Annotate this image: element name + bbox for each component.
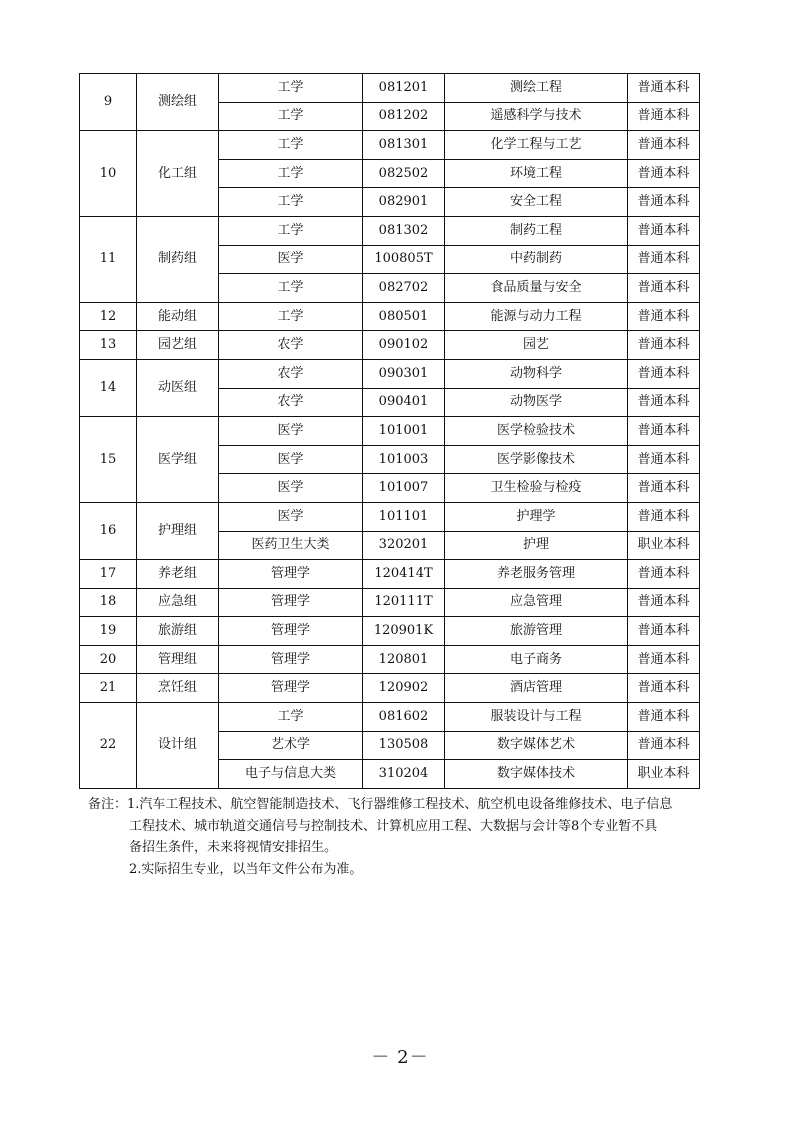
level-cell: 普通本科: [628, 617, 700, 646]
group-name-cell: 护理组: [137, 502, 219, 559]
level-cell: 普通本科: [628, 188, 700, 217]
group-number-cell: 13: [80, 331, 137, 360]
code-cell: 101101: [363, 502, 445, 531]
code-cell: 120801: [363, 645, 445, 674]
code-cell: 081302: [363, 216, 445, 245]
table-row: [80, 74, 700, 103]
code-cell: 080501: [363, 302, 445, 331]
category-cell: 工学: [219, 216, 363, 245]
code-cell: 101003: [363, 445, 445, 474]
code-cell: 081202: [363, 102, 445, 131]
level-cell: 普通本科: [628, 274, 700, 303]
level-cell: 普通本科: [628, 560, 700, 589]
table-row: [80, 216, 700, 245]
level-cell: 普通本科: [628, 331, 700, 360]
table-row: [80, 645, 700, 674]
table-row: [80, 502, 700, 531]
category-cell: 管理学: [219, 560, 363, 589]
level-cell: 普通本科: [628, 102, 700, 131]
table-row: [80, 417, 700, 446]
code-cell: 081602: [363, 703, 445, 732]
level-cell: 职业本科: [628, 760, 700, 789]
code-cell: 090401: [363, 388, 445, 417]
level-cell: 普通本科: [628, 731, 700, 760]
group-number-cell: 9: [80, 74, 137, 131]
code-cell: 101007: [363, 474, 445, 503]
level-cell: 普通本科: [628, 474, 700, 503]
major-cell: 化学工程与工艺: [445, 131, 628, 160]
code-cell: 100805T: [363, 245, 445, 274]
group-number-cell: 10: [80, 131, 137, 217]
group-number-cell: 12: [80, 302, 137, 331]
level-cell: 普通本科: [628, 445, 700, 474]
category-cell: 艺术学: [219, 731, 363, 760]
major-cell: 环境工程: [445, 159, 628, 188]
category-cell: 医学: [219, 445, 363, 474]
note-line-3: 备招生条件，未来将视情安排招生。: [129, 840, 338, 855]
code-cell: 082901: [363, 188, 445, 217]
category-cell: 工学: [219, 188, 363, 217]
category-cell: 医学: [219, 245, 363, 274]
level-cell: 普通本科: [628, 359, 700, 388]
major-cell: 旅游管理: [445, 617, 628, 646]
category-cell: 工学: [219, 159, 363, 188]
group-name-cell: 烹饪组: [137, 674, 219, 703]
code-cell: 081201: [363, 74, 445, 103]
level-cell: 普通本科: [628, 703, 700, 732]
major-cell: 动物科学: [445, 359, 628, 388]
table-row: [80, 588, 700, 617]
code-cell: 101001: [363, 417, 445, 446]
major-cell: 服装设计与工程: [445, 703, 628, 732]
group-name-cell: 测绘组: [137, 74, 219, 131]
notes-section: [88, 794, 713, 880]
category-cell: 管理学: [219, 645, 363, 674]
major-cell: 数字媒体艺术: [445, 731, 628, 760]
table-row: [80, 674, 700, 703]
major-cell: 护理学: [445, 502, 628, 531]
category-cell: 医学: [219, 417, 363, 446]
category-cell: 工学: [219, 302, 363, 331]
group-name-cell: 养老组: [137, 560, 219, 589]
group-name-cell: 管理组: [137, 645, 219, 674]
category-cell: 工学: [219, 703, 363, 732]
major-cell: 园艺: [445, 331, 628, 360]
major-cell: 卫生检验与检疫: [445, 474, 628, 503]
major-cell: 动物医学: [445, 388, 628, 417]
group-number-cell: 14: [80, 359, 137, 416]
table-body: [80, 74, 700, 789]
level-cell: 普通本科: [628, 417, 700, 446]
group-name-cell: 能动组: [137, 302, 219, 331]
major-cell: 制药工程: [445, 216, 628, 245]
level-cell: 普通本科: [628, 159, 700, 188]
level-cell: 普通本科: [628, 74, 700, 103]
level-cell: 普通本科: [628, 131, 700, 160]
category-cell: 工学: [219, 131, 363, 160]
group-number-cell: 11: [80, 216, 137, 302]
group-name-cell: 设计组: [137, 703, 219, 789]
major-cell: 安全工程: [445, 188, 628, 217]
table-row: [80, 560, 700, 589]
table-row: [80, 617, 700, 646]
major-cell: 应急管理: [445, 588, 628, 617]
major-cell: 遥感科学与技术: [445, 102, 628, 131]
code-cell: 130508: [363, 731, 445, 760]
major-cell: 中药制药: [445, 245, 628, 274]
group-number-cell: 15: [80, 417, 137, 503]
code-cell: 120111T: [363, 588, 445, 617]
group-name-cell: 制药组: [137, 216, 219, 302]
group-name-cell: 化工组: [137, 131, 219, 217]
level-cell: 普通本科: [628, 302, 700, 331]
code-cell: 082702: [363, 274, 445, 303]
level-cell: 普通本科: [628, 216, 700, 245]
note-line-4: 2.实际招生专业，以当年文件公布为准。: [129, 861, 363, 877]
major-cell: 养老服务管理: [445, 560, 628, 589]
group-name-cell: 旅游组: [137, 617, 219, 646]
major-cell: 医学检验技术: [445, 417, 628, 446]
group-number-cell: 18: [80, 588, 137, 617]
major-cell: 食品质量与安全: [445, 274, 628, 303]
level-cell: 普通本科: [628, 674, 700, 703]
category-cell: 农学: [219, 388, 363, 417]
group-name-cell: 园艺组: [137, 331, 219, 360]
major-cell: 酒店管理: [445, 674, 628, 703]
level-cell: 普通本科: [628, 588, 700, 617]
code-cell: 120414T: [363, 560, 445, 589]
level-cell: 职业本科: [628, 531, 700, 560]
group-number-cell: 22: [80, 703, 137, 789]
table-row: [80, 359, 700, 388]
note-line-2: 工程技术、城市轨道交通信号与控制技术、计算机应用工程、大数据与会计等8个专业暂不具: [129, 818, 658, 834]
group-number-cell: 19: [80, 617, 137, 646]
code-cell: 120902: [363, 674, 445, 703]
table-row: [80, 331, 700, 360]
code-cell: 090102: [363, 331, 445, 360]
code-cell: 310204: [363, 760, 445, 789]
code-cell: 090301: [363, 359, 445, 388]
page-number: － 2－: [371, 1047, 429, 1068]
enrollment-table: [79, 73, 700, 789]
level-cell: 普通本科: [628, 502, 700, 531]
category-cell: 医药卫生大类: [219, 531, 363, 560]
major-cell: 能源与动力工程: [445, 302, 628, 331]
category-cell: 医学: [219, 474, 363, 503]
major-cell: 数字媒体技术: [445, 760, 628, 789]
group-number-cell: 16: [80, 502, 137, 559]
group-number-cell: 17: [80, 560, 137, 589]
major-cell: 测绘工程: [445, 74, 628, 103]
table-row: [80, 302, 700, 331]
table-row: [80, 131, 700, 160]
note-line-1: 备注：1.汽车工程技术、航空智能制造技术、飞行器维修工程技术、航空机电设备维修技术、电子信息: [88, 797, 673, 812]
group-name-cell: 医学组: [137, 417, 219, 503]
major-cell: 护理: [445, 531, 628, 560]
group-name-cell: 应急组: [137, 588, 219, 617]
category-cell: 管理学: [219, 588, 363, 617]
level-cell: 普通本科: [628, 388, 700, 417]
category-cell: 管理学: [219, 674, 363, 703]
table-row: [80, 703, 700, 732]
code-cell: 082502: [363, 159, 445, 188]
category-cell: 农学: [219, 359, 363, 388]
major-cell: 电子商务: [445, 645, 628, 674]
major-cell: 医学影像技术: [445, 445, 628, 474]
level-cell: 普通本科: [628, 245, 700, 274]
code-cell: 320201: [363, 531, 445, 560]
code-cell: 081301: [363, 131, 445, 160]
level-cell: 普通本科: [628, 645, 700, 674]
category-cell: 管理学: [219, 617, 363, 646]
category-cell: 农学: [219, 331, 363, 360]
category-cell: 医学: [219, 502, 363, 531]
code-cell: 120901K: [363, 617, 445, 646]
group-number-cell: 21: [80, 674, 137, 703]
category-cell: 电子与信息大类: [219, 760, 363, 789]
category-cell: 工学: [219, 274, 363, 303]
group-name-cell: 动医组: [137, 359, 219, 416]
group-number-cell: 20: [80, 645, 137, 674]
category-cell: 工学: [219, 74, 363, 103]
category-cell: 工学: [219, 102, 363, 131]
